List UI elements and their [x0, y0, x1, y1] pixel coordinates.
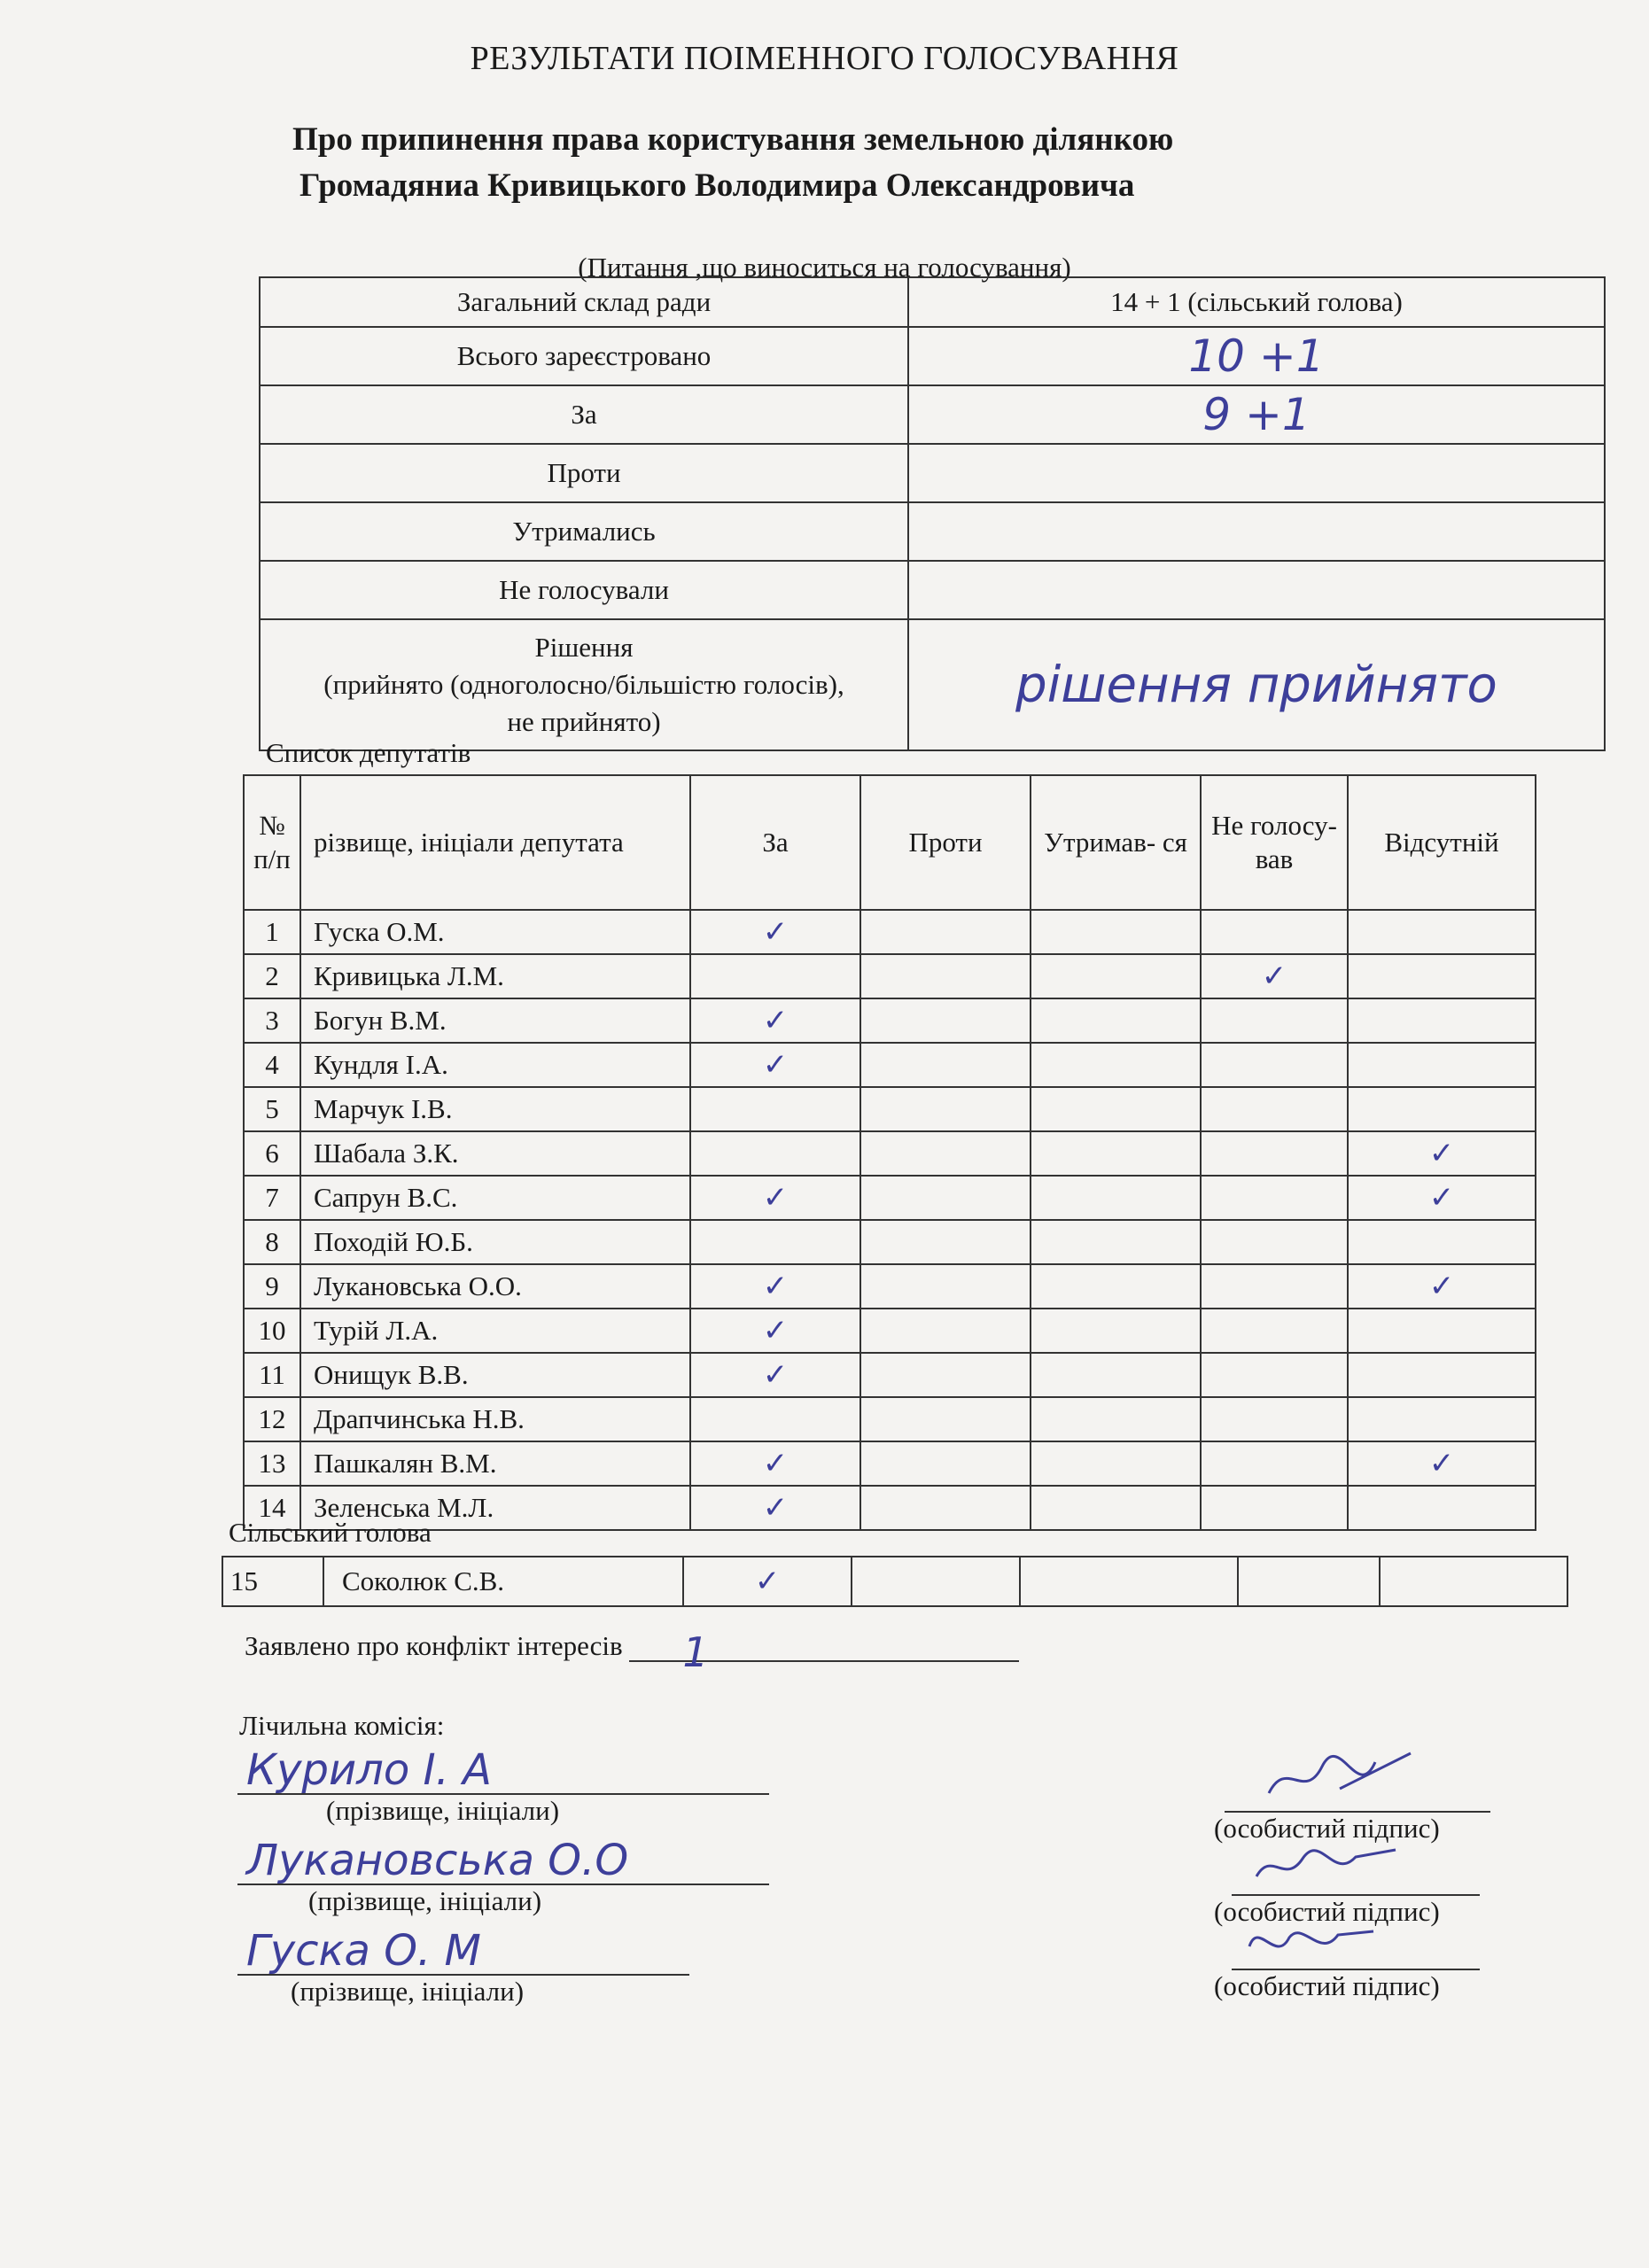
vote-cell-ne-holos — [1201, 1264, 1348, 1309]
row-number: 7 — [244, 1176, 300, 1220]
personal-signature — [1214, 1933, 1480, 2002]
vote-cell-za — [690, 1131, 860, 1176]
vote-cell-proty — [860, 998, 1031, 1043]
decision-row — [260, 619, 1605, 750]
vote-cell-ne-holos — [1201, 998, 1348, 1043]
vote-cell-proty — [860, 1264, 1031, 1309]
check-mark-icon: ✓ — [1428, 1180, 1455, 1216]
vote-cell-utrymav — [1031, 1176, 1201, 1220]
vote-cell-ne-holos — [1201, 954, 1348, 998]
vote-cell-proty — [852, 1557, 1020, 1606]
row-number: 6 — [244, 1131, 300, 1176]
deputy-name: Сапрун В.С. — [300, 1176, 690, 1220]
vote-cell-proty — [860, 1087, 1031, 1131]
column-header-vidsutniy: Відсутній — [1348, 775, 1536, 910]
deputies-table — [243, 774, 1536, 1531]
vote-cell-utrymav — [1020, 1557, 1238, 1606]
vote-cell-proty — [860, 1043, 1031, 1087]
commission-member-caption: (прізвище, ініціали) — [326, 1795, 560, 1826]
village-head-label: Сільський голова — [229, 1517, 432, 1548]
vote-cell-ne-holos — [1201, 1131, 1348, 1176]
vote-cell-ne-holos — [1201, 1176, 1348, 1220]
column-header-za: За — [690, 775, 860, 910]
deputy-row — [244, 1441, 1536, 1486]
vote-cell-za — [690, 1353, 860, 1397]
subject-line-1: Про припинення права користування земельною ділянкою — [292, 121, 1174, 158]
vote-cell-proty — [860, 1353, 1031, 1397]
deputy-row — [244, 1131, 1536, 1176]
village-head-table — [222, 1556, 1568, 1607]
column-header-utrymav: Утримав- ся — [1031, 775, 1201, 910]
deputy-name: Онищук В.В. — [300, 1353, 690, 1397]
vote-cell-za — [690, 1264, 860, 1309]
vote-cell-proty — [860, 1441, 1031, 1486]
vote-cell-utrymav — [1031, 1087, 1201, 1131]
check-mark-icon: ✓ — [1428, 1446, 1455, 1481]
decision-label — [260, 619, 908, 750]
signature-line — [1232, 1933, 1480, 1970]
check-mark-icon: ✓ — [1261, 959, 1287, 994]
check-mark-icon: ✓ — [762, 914, 789, 950]
handwritten-signature-icon — [1241, 1915, 1382, 1969]
signature-line — [1225, 1775, 1490, 1813]
vote-cell-vidsutniy — [1348, 1441, 1536, 1486]
row-number: 8 — [244, 1220, 300, 1264]
vote-cell-vidsutniy — [1348, 1353, 1536, 1397]
summary-table — [259, 276, 1606, 751]
deputy-row — [244, 1220, 1536, 1264]
vote-cell-za — [690, 1176, 860, 1220]
column-header-ne-holos: Не голосу- вав — [1201, 775, 1348, 910]
vote-cell-proty — [860, 1309, 1031, 1353]
column-header-name: різвище, ініціали депутата — [300, 775, 690, 910]
deputy-row — [244, 954, 1536, 998]
subject-line-2: Громадяниа Кривицького Володимира Олександровича — [299, 167, 1135, 204]
vote-cell-za — [690, 1309, 860, 1353]
column-header-num: № п/п — [244, 775, 300, 910]
deputy-row — [244, 998, 1536, 1043]
commission-member-line — [237, 1745, 769, 1795]
summary-value-handwritten: 10 +1 — [908, 327, 1605, 385]
vote-cell-ne-holos — [1201, 1397, 1348, 1441]
deputy-name: Кундля І.А. — [300, 1043, 690, 1087]
vote-cell-utrymav — [1031, 1353, 1201, 1397]
vote-cell-vidsutniy — [1348, 954, 1536, 998]
deputies-body — [244, 910, 1536, 1530]
deputy-name: Лукановська О.О. — [300, 1264, 690, 1309]
check-mark-icon: ✓ — [762, 1357, 789, 1393]
check-mark-icon: ✓ — [762, 1180, 789, 1216]
check-mark-icon: ✓ — [762, 1047, 789, 1083]
vote-cell-za — [690, 1486, 860, 1530]
deputy-name: Кривицька Л.М. — [300, 954, 690, 998]
summary-label: Не голосували — [260, 561, 908, 619]
vote-cell-utrymav — [1031, 1486, 1201, 1530]
check-mark-icon: ✓ — [754, 1564, 781, 1599]
summary-row — [260, 502, 1605, 561]
deputy-row — [244, 1087, 1536, 1131]
vote-cell-utrymav — [1031, 1131, 1201, 1176]
deputy-name: Марчук І.В. — [300, 1087, 690, 1131]
summary-value — [908, 444, 1605, 502]
vote-cell-proty — [860, 1220, 1031, 1264]
row-number: 12 — [244, 1397, 300, 1441]
deputy-name: Турій Л.А. — [300, 1309, 690, 1353]
row-number: 5 — [244, 1087, 300, 1131]
deputy-name: Соколюк С.В. — [323, 1557, 683, 1606]
vote-cell-vidsutniy — [1348, 1220, 1536, 1264]
deputy-name: Драпчинська Н.В. — [300, 1397, 690, 1441]
signature-line — [1232, 1859, 1480, 1896]
deputy-row — [244, 1353, 1536, 1397]
deputy-name: Богун В.М. — [300, 998, 690, 1043]
vote-cell-utrymav — [1031, 910, 1201, 954]
check-mark-icon: ✓ — [762, 1490, 789, 1526]
conflict-label: Заявлено про конфлікт інтересів — [245, 1630, 623, 1661]
commission-member-caption: (прізвище, ініціали) — [308, 1885, 542, 1916]
vote-cell-vidsutniy — [1348, 1043, 1536, 1087]
signature-caption: (особистий підпис) — [1214, 1813, 1440, 1844]
row-number: 14 — [244, 1486, 300, 1530]
personal-signature — [1214, 1775, 1490, 1845]
summary-row — [260, 277, 1605, 327]
deputy-name: Зеленська М.Л. — [300, 1486, 690, 1530]
handwritten-signature-icon — [1260, 1749, 1420, 1811]
signature-caption: (особистий підпис) — [1214, 1970, 1440, 2001]
vote-cell-vidsutniy — [1348, 1087, 1536, 1131]
vote-cell-proty — [860, 1176, 1031, 1220]
row-number: 11 — [244, 1353, 300, 1397]
deputy-row — [244, 1043, 1536, 1087]
commission-member — [237, 1926, 689, 2008]
deputy-name: Гуска О.М. — [300, 910, 690, 954]
summary-label: Утримались — [260, 502, 908, 561]
row-number: 15 — [222, 1557, 323, 1606]
summary-row — [260, 385, 1605, 444]
vote-cell-vidsutniy — [1380, 1557, 1567, 1606]
row-number: 10 — [244, 1309, 300, 1353]
summary-value — [908, 502, 1605, 561]
vote-cell-utrymav — [1031, 954, 1201, 998]
summary-row — [260, 561, 1605, 619]
vote-cell-vidsutniy — [1348, 1131, 1536, 1176]
summary-value-handwritten: 9 +1 — [908, 385, 1605, 444]
vote-cell-vidsutniy — [1348, 1486, 1536, 1530]
summary-label: Загальний склад ради — [260, 277, 908, 327]
commission-label: Лічильна комісія: — [239, 1710, 445, 1741]
conflict-of-interest — [245, 1628, 1019, 1676]
deputy-name: Пашкалян В.М. — [300, 1441, 690, 1486]
deputy-row — [244, 1486, 1536, 1530]
summary-row — [260, 444, 1605, 502]
deputies-list-label: Список депутатів — [266, 737, 471, 768]
commission-member-name-handwritten: Лукановська О.О — [246, 1836, 629, 1885]
vote-cell-ne-holos — [1238, 1557, 1380, 1606]
deputy-row — [244, 1309, 1536, 1353]
deputies-header-row — [244, 775, 1536, 910]
vote-cell-vidsutniy — [1348, 1309, 1536, 1353]
vote-cell-ne-holos — [1201, 1220, 1348, 1264]
row-number: 1 — [244, 910, 300, 954]
deputy-name: Походій Ю.Б. — [300, 1220, 690, 1264]
commission-member-caption: (прізвище, ініціали) — [291, 1976, 525, 2007]
row-number: 3 — [244, 998, 300, 1043]
vote-cell-ne-holos — [1201, 1043, 1348, 1087]
commission-member-line — [237, 1836, 769, 1885]
vote-cell-proty — [860, 1131, 1031, 1176]
decision-label-line: не прийнято) — [507, 706, 661, 737]
vote-cell-ne-holos — [1201, 1441, 1348, 1486]
summary-label: Всього зареєстровано — [260, 327, 908, 385]
check-mark-icon: ✓ — [762, 1003, 789, 1038]
vote-cell-ne-holos — [1201, 910, 1348, 954]
vote-cell-ne-holos — [1201, 1087, 1348, 1131]
check-mark-icon: ✓ — [1428, 1269, 1455, 1304]
handwritten-signature-icon — [1249, 1841, 1409, 1894]
summary-value: 14 + 1 (сільський голова) — [908, 277, 1605, 327]
vote-cell-za — [690, 1397, 860, 1441]
summary-value — [908, 561, 1605, 619]
vote-cell-utrymav — [1031, 1397, 1201, 1441]
vote-cell-utrymav — [1031, 1220, 1201, 1264]
vote-cell-ne-holos — [1201, 1309, 1348, 1353]
summary-row — [260, 327, 1605, 385]
vote-cell-vidsutniy — [1348, 1264, 1536, 1309]
column-header-proty: Проти — [860, 775, 1031, 910]
row-number: 9 — [244, 1264, 300, 1309]
page-title: РЕЗУЛЬТАТИ ПОІМЕННОГО ГОЛОСУВАННЯ — [470, 40, 1179, 77]
row-number: 4 — [244, 1043, 300, 1087]
vote-cell-proty — [860, 910, 1031, 954]
decision-label-line: (прийнято (одноголосно/більшістю голосів), — [323, 669, 844, 700]
check-mark-icon: ✓ — [762, 1269, 789, 1304]
decision-value-handwritten: рішення прийнято — [908, 619, 1605, 750]
vote-cell-za — [690, 1441, 860, 1486]
vote-cell-za — [690, 910, 860, 954]
summary-label: За — [260, 385, 908, 444]
question-subject — [292, 117, 1173, 209]
vote-cell-utrymav — [1031, 1441, 1201, 1486]
deputy-row — [244, 910, 1536, 954]
commission-member — [237, 1745, 769, 1827]
vote-cell-proty — [860, 1486, 1031, 1530]
vote-cell-utrymav — [1031, 1309, 1201, 1353]
check-mark-icon: ✓ — [762, 1446, 789, 1481]
vote-cell-ne-holos — [1201, 1353, 1348, 1397]
conflict-value-handwritten: 1 — [629, 1628, 1019, 1662]
vote-cell-vidsutniy — [1348, 998, 1536, 1043]
question-caption: (Питання ,що виноситься на голосування) — [578, 252, 1071, 283]
vote-cell-za — [683, 1557, 852, 1606]
deputy-row — [244, 1397, 1536, 1441]
vote-cell-vidsutniy — [1348, 1397, 1536, 1441]
decision-label-line: Рішення — [534, 632, 634, 663]
row-number: 2 — [244, 954, 300, 998]
vote-cell-vidsutniy — [1348, 910, 1536, 954]
commission-member-name-handwritten: Курило І. А — [246, 1745, 492, 1795]
vote-cell-vidsutniy — [1348, 1176, 1536, 1220]
vote-cell-proty — [860, 954, 1031, 998]
vote-cell-za — [690, 1220, 860, 1264]
summary-label: Проти — [260, 444, 908, 502]
vote-cell-za — [690, 954, 860, 998]
vote-cell-utrymav — [1031, 1264, 1201, 1309]
deputy-row — [244, 1176, 1536, 1220]
village-head-row — [222, 1557, 1567, 1606]
signature-caption: (особистий підпис) — [1214, 1896, 1440, 1927]
vote-cell-za — [690, 1043, 860, 1087]
row-number: 13 — [244, 1441, 300, 1486]
vote-cell-proty — [860, 1397, 1031, 1441]
deputy-name: Шабала З.К. — [300, 1131, 690, 1176]
commission-member — [237, 1836, 769, 1917]
check-mark-icon: ✓ — [762, 1313, 789, 1348]
vote-cell-ne-holos — [1201, 1486, 1348, 1530]
check-mark-icon: ✓ — [1428, 1136, 1455, 1171]
commission-member-line — [237, 1926, 689, 1976]
commission-member-name-handwritten: Гуска О. М — [246, 1926, 481, 1976]
vote-cell-za — [690, 998, 860, 1043]
vote-cell-za — [690, 1087, 860, 1131]
vote-cell-utrymav — [1031, 1043, 1201, 1087]
vote-cell-utrymav — [1031, 998, 1201, 1043]
deputy-row — [244, 1264, 1536, 1309]
